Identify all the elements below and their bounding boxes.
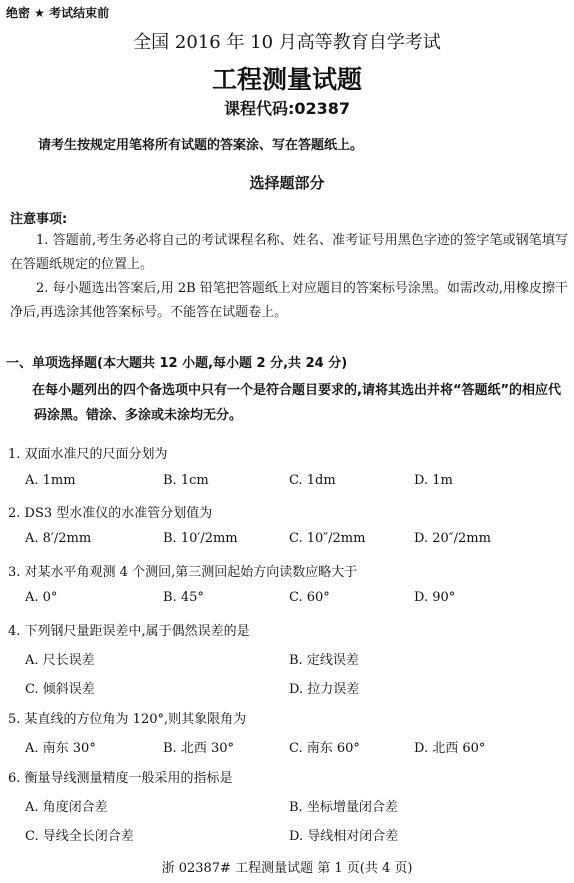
- question-6-stem: 6. 衡量导线测量精度一般采用的指标是: [8, 771, 233, 786]
- notes-heading: 注意事项:: [10, 212, 68, 227]
- question-2-option-a: A. 8′/2mm: [25, 531, 92, 546]
- question-4-option-a: A. 尺长误差: [25, 653, 95, 668]
- question-5-option-c: C. 南东 60°: [289, 741, 360, 756]
- question-4-option-b: B. 定线误差: [289, 653, 359, 668]
- part1-heading: 一、单项选择题(本大题共 12 小题,每小题 2 分,共 24 分): [6, 356, 348, 371]
- question-4-option-c: C. 倾斜误差: [25, 682, 95, 697]
- course-code: 课程代码:02387: [223, 99, 351, 118]
- question-5-option-d: D. 北西 60°: [414, 741, 486, 756]
- question-1-stem: 1. 双面水准尺的尺面分划为: [8, 447, 168, 462]
- question-4-stem: 4. 下列钢尺量距误差中,属于偶然误差的是: [8, 624, 250, 639]
- question-2-stem: 2. DS3 型水准仪的水准管分划值为: [8, 506, 213, 521]
- question-3-option-a: A. 0°: [25, 590, 58, 605]
- question-1-option-c: C. 1dm: [289, 473, 336, 488]
- section-title: 选择题部分: [249, 174, 325, 192]
- note-item-1: 1. 答题前,考生务必将自己的考试课程名称、姓名、准考证号用黑色字迹的签字笔或钢笔填写在答题纸规定的位置上。: [10, 233, 568, 272]
- question-3-option-b: B. 45°: [163, 590, 204, 605]
- question-4-option-d: D. 拉力误差: [289, 682, 360, 697]
- question-2-option-b: B. 10′/2mm: [163, 531, 238, 546]
- question-2-option-c: C. 10″/2mm: [289, 531, 366, 546]
- question-1-option-d: D. 1m: [414, 473, 453, 488]
- paper-title: 工程测量试题: [211, 65, 362, 94]
- secret-label: 绝密 ★ 考试结束前: [6, 6, 110, 20]
- question-1-option-b: B. 1cm: [163, 473, 209, 488]
- question-2-option-d: D. 20″/2mm: [414, 531, 491, 546]
- question-3-option-d: D. 90°: [414, 590, 456, 605]
- question-3-stem: 3. 对某水平角观测 4 个测回,第三测回起始方向读数应略大于: [8, 565, 358, 580]
- page-footer: 浙 02387# 工程测量试题 第 1 页(共 4 页): [161, 861, 413, 876]
- question-6-option-d: D. 导线相对闭合差: [289, 829, 399, 844]
- question-3-option-c: C. 60°: [289, 590, 330, 605]
- note-item-2: 2. 每小题选出答案后,用 2B 铅笔把答题纸上对应题目的答案标号涂黑。如需改动,用橡皮擦干净后,再选涂其他答案标号。不能答在试题卷上。: [10, 281, 568, 320]
- question-6-option-a: A. 角度闭合差: [25, 800, 108, 815]
- question-6-option-c: C. 导线全长闭合差: [25, 829, 134, 844]
- intro-instruction: 请考生按规定用笔将所有试题的答案涂、写在答题纸上。: [38, 138, 364, 153]
- part1-instruction: 在每小题列出的四个备选项中只有一个是符合题目要求的,请将其选出并将“答题纸”的相应代码涂黑。错涂、多涂或未涂均无分。: [32, 383, 562, 423]
- question-6-option-b: B. 坐标增量闭合差: [289, 800, 398, 815]
- question-5-option-a: A. 南东 30°: [25, 741, 96, 756]
- exam-title: 全国 2016 年 10 月高等教育自学考试: [133, 32, 441, 53]
- question-5-option-b: B. 北西 30°: [163, 741, 234, 756]
- question-5-stem: 5. 某直线的方位角为 120°,则其象限角为: [8, 712, 247, 727]
- question-1-option-a: A. 1mm: [25, 473, 76, 488]
